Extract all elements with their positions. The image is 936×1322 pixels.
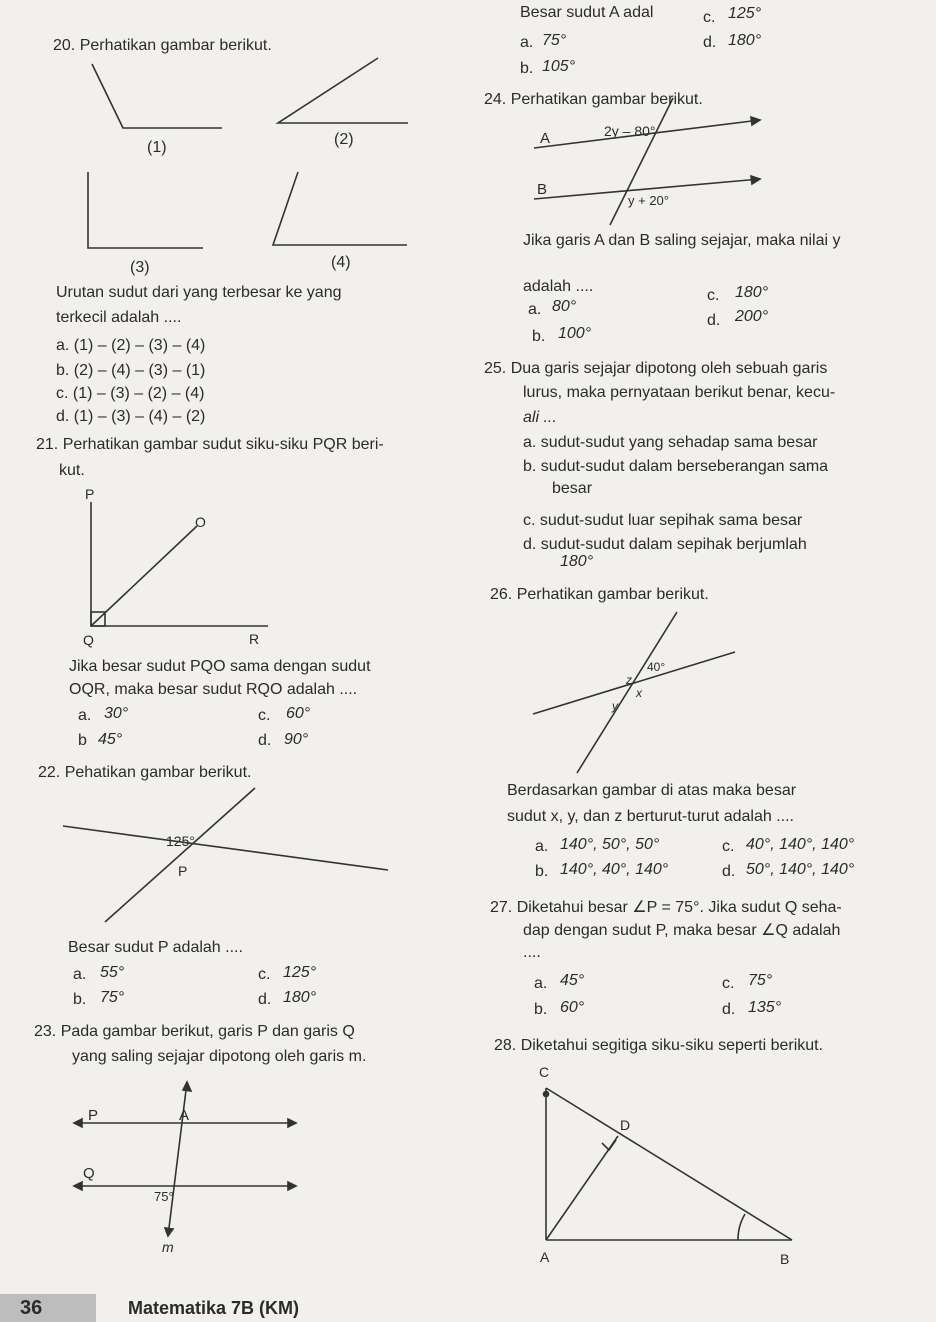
prev-option-b-value: 105° — [542, 58, 576, 75]
q24-option-c-letter: c. — [707, 287, 720, 304]
q27-option-d-value: 135° — [748, 999, 782, 1016]
q24-top-angle: 2y – 80° — [604, 123, 656, 139]
q20-stem: 20. Perhatikan gambar berikut. — [53, 37, 272, 54]
q21-option-d-value: 90° — [284, 731, 309, 748]
q26-option-c-value: 40°, 140°, 140° — [746, 836, 855, 853]
prev-option-c-value: 125° — [728, 5, 762, 22]
q26-text-1: Berdasarkan gambar di atas maka besar — [507, 782, 797, 799]
q23-line-m-label: m — [162, 1239, 174, 1255]
q26-option-b-value: 140°, 40°, 140° — [560, 861, 669, 878]
q21-option-b-value: 45° — [98, 731, 123, 748]
q24-option-c-value: 180° — [735, 284, 769, 301]
q26-option-d-letter: d. — [722, 863, 736, 880]
q22-option-c-value: 125° — [283, 964, 317, 981]
q28-figure — [544, 1088, 793, 1240]
q24-option-d-letter: d. — [707, 312, 721, 329]
q22-option-a-value: 55° — [100, 964, 125, 981]
q20-angle-3 — [88, 172, 203, 248]
q20-option-c: c. (1) – (3) – (2) – (4) — [56, 385, 205, 402]
q26-option-c-letter: c. — [722, 838, 735, 855]
q22-option-c-letter: c. — [258, 966, 271, 983]
prev-question-stem: Besar sudut A adal — [520, 4, 654, 21]
q28-point-b: B — [780, 1251, 790, 1267]
q25-stem-2: lurus, maka pernyataan berikut benar, kecu- — [523, 384, 836, 401]
q20-angle-2 — [278, 58, 408, 123]
q28-stem: 28. Diketahui segitiga siku-siku seperti berikut. — [494, 1037, 824, 1054]
book-title: Matematika 7B (KM) — [128, 1298, 300, 1318]
q27-stem-2: dap dengan sudut P, maka besar ∠Q adalah — [523, 922, 841, 939]
q25-option-b: b. sudut-sudut dalam berseberangan sama — [523, 458, 829, 475]
q23-line-p-label: P — [88, 1107, 99, 1124]
prev-option-c-letter: c. — [703, 9, 716, 26]
q26-y-label: y — [612, 699, 618, 713]
q20-option-a: a. (1) – (2) – (3) – (4) — [56, 337, 206, 354]
q26-stem: 26. Perhatikan gambar berikut. — [490, 586, 709, 603]
q21-figure — [91, 502, 268, 626]
q27-option-c-letter: c. — [722, 975, 735, 992]
prev-option-d-letter: d. — [703, 34, 717, 51]
prev-option-d-value: 180° — [728, 32, 762, 49]
q24-option-b-letter: b. — [532, 328, 546, 345]
prev-option-a-value: 75° — [542, 32, 567, 49]
page-number: 36 — [20, 1297, 43, 1319]
q21-option-a-letter: a. — [78, 707, 92, 724]
q21-option-d-letter: d. — [258, 732, 272, 749]
q27-option-c-value: 75° — [748, 972, 773, 989]
q28-point-a: A — [540, 1249, 550, 1265]
q21-option-c-value: 60° — [286, 705, 311, 722]
q23-stem-1: 23. Pada gambar berikut, garis P dan garis Q — [34, 1023, 355, 1040]
q22-option-b-value: 75° — [100, 989, 125, 1006]
q20-text-1: Urutan sudut dari yang terbesar ke yang — [56, 284, 342, 301]
q25-stem-3: ali ... — [523, 409, 557, 426]
q20-option-b: b. (2) – (4) – (3) – (1) — [56, 362, 206, 379]
q27-option-a-value: 45° — [560, 972, 585, 989]
prev-option-b-letter: b. — [520, 60, 534, 77]
q20-label-2: (2) — [334, 131, 354, 148]
q22-option-d-letter: d. — [258, 991, 272, 1008]
q22-point-label: P — [178, 863, 188, 879]
q26-x-label: x — [636, 686, 642, 700]
q23-line-q-label: Q — [83, 1165, 95, 1182]
q26-option-a-letter: a. — [535, 838, 549, 855]
q28-point-c: C — [539, 1064, 550, 1080]
q27-option-a-letter: a. — [534, 975, 548, 992]
q24-line-b-label: B — [537, 181, 548, 198]
q22-figure — [63, 788, 388, 922]
q22-option-b-letter: b. — [73, 991, 87, 1008]
q21-point-r: R — [249, 631, 260, 647]
q27-stem-1: 27. Diketahui besar ∠P = 75°. Jika sudut Q seha- — [490, 899, 842, 916]
q25-option-d: d. sudut-sudut dalam sepihak berjumlah — [523, 536, 807, 553]
q20-angle-4 — [273, 172, 407, 245]
q28-point-d: D — [620, 1117, 631, 1133]
q21-point-o: O — [195, 514, 206, 530]
q25-option-d-cont: 180° — [560, 553, 594, 570]
q27-option-b-value: 60° — [560, 999, 585, 1016]
q25-option-b-cont: besar — [552, 480, 593, 497]
q26-option-b-letter: b. — [535, 863, 549, 880]
q21-text-2: OQR, maka besar sudut RQO adalah .... — [69, 681, 358, 698]
q20-label-4: (4) — [331, 254, 351, 271]
q26-figure — [533, 612, 735, 773]
q20-angle-1 — [92, 64, 222, 128]
q25-stem-1: 25. Dua garis sejajar dipotong oleh sebuah garis — [484, 360, 828, 377]
q27-stem-3: .... — [523, 944, 541, 961]
q20-text-2: terkecil adalah .... — [56, 309, 182, 326]
q20-label-3: (3) — [130, 259, 150, 276]
q24-option-b-value: 100° — [558, 325, 592, 342]
q21-option-b-letter: b — [78, 732, 87, 749]
q25-option-c: c. sudut-sudut luar sepihak sama besar — [523, 512, 803, 529]
q22-text: Besar sudut P adalah .... — [68, 939, 243, 956]
q22-option-a-letter: a. — [73, 966, 87, 983]
q24-text-2: adalah .... — [523, 278, 594, 295]
q25-option-a: a. sudut-sudut yang sehadap sama besar — [523, 434, 818, 451]
q24-option-a-value: 80° — [552, 298, 577, 315]
q24-text-1: Jika garis A dan B saling sejajar, maka nilai y — [523, 232, 841, 249]
q21-option-a-value: 30° — [104, 705, 129, 722]
q26-option-a-value: 140°, 50°, 50° — [560, 836, 660, 853]
q21-point-q: Q — [83, 632, 94, 648]
q22-stem: 22. Pehatikan gambar berikut. — [38, 764, 252, 781]
q24-option-d-value: 200° — [735, 308, 769, 325]
q22-angle-label: 125° — [166, 833, 195, 849]
q23-angle-label: 75° — [154, 1189, 174, 1204]
q24-line-a-label: A — [540, 130, 551, 147]
q26-text-2: sudut x, y, dan z berturut-turut adalah .... — [507, 808, 794, 825]
q27-option-b-letter: b. — [534, 1001, 548, 1018]
q22-option-d-value: 180° — [283, 989, 317, 1006]
q26-angle-label: 40° — [647, 660, 666, 674]
q21-stem-2: kut. — [59, 462, 85, 479]
q27-option-d-letter: d. — [722, 1001, 736, 1018]
q24-stem: 24. Perhatikan gambar berikut. — [484, 91, 703, 108]
page-number-box — [0, 1294, 96, 1322]
q23-point-a-label: A — [179, 1107, 190, 1124]
q21-stem-1: 21. Perhatikan gambar sudut siku-siku PQR beri- — [36, 436, 384, 453]
q21-option-c-letter: c. — [258, 707, 271, 724]
q26-option-d-value: 50°, 140°, 140° — [746, 861, 855, 878]
q20-option-d: d. (1) – (3) – (4) – (2) — [56, 408, 206, 425]
q24-bottom-angle: y + 20° — [628, 193, 669, 208]
q21-text-1: Jika besar sudut PQO sama dengan sudut — [69, 658, 371, 675]
q21-point-p: P — [85, 486, 95, 502]
q23-stem-2: yang saling sejajar dipotong oleh garis m. — [72, 1048, 367, 1065]
q23-figure — [74, 1082, 296, 1236]
prev-option-a-letter: a. — [520, 34, 534, 51]
q26-z-label: z — [626, 673, 632, 687]
q20-label-1: (1) — [147, 139, 167, 156]
q24-option-a-letter: a. — [528, 301, 542, 318]
